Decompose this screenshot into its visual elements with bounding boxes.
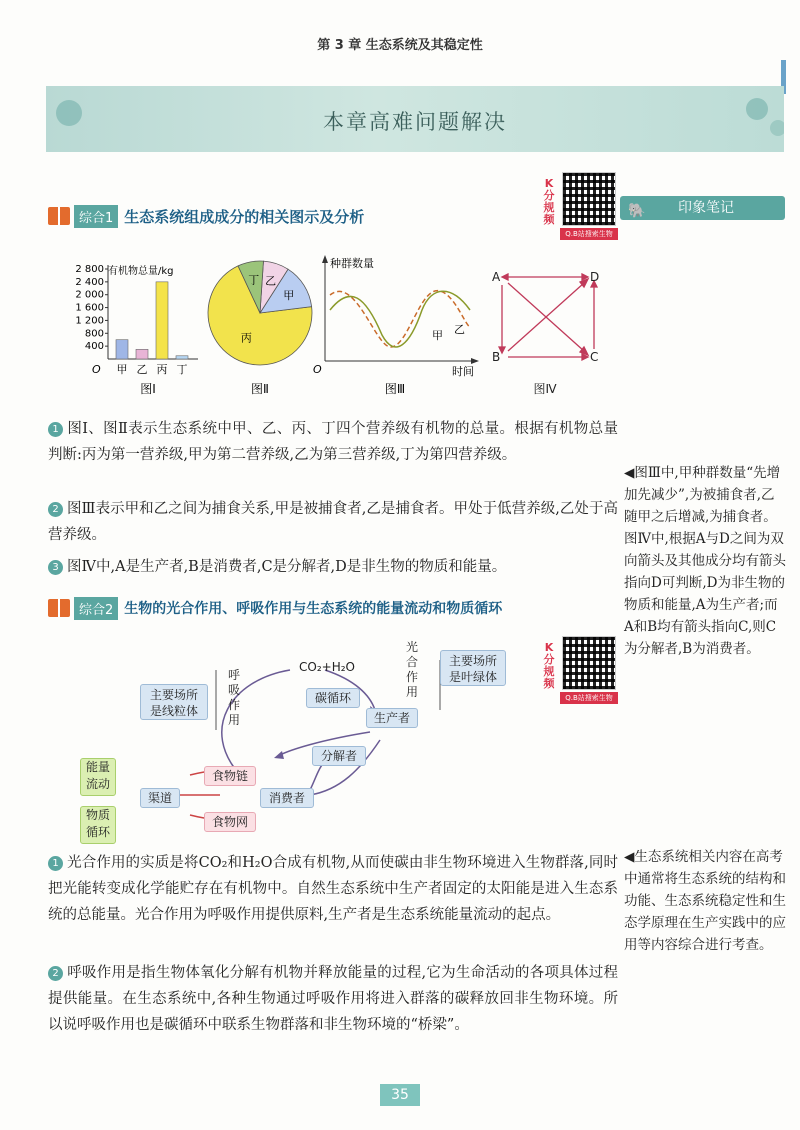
channel-box: 渠道 (140, 788, 180, 808)
co2-h2o-label: CO₂+H₂O (299, 660, 355, 674)
figure-4-diagram (499, 274, 597, 360)
fig3-label-jia: 甲 (432, 329, 443, 342)
fig1-ytick: 1 200 (75, 315, 104, 327)
figure-2-pie-chart (208, 261, 312, 396)
fig2-label: 丙 (240, 331, 252, 345)
note-tag-label: 印象笔记 (678, 200, 734, 216)
fig1-bar-2 (156, 282, 168, 359)
number-badge: 3 (48, 560, 63, 575)
fig1-bar-1 (136, 349, 148, 359)
consumer-box: 消费者 (260, 788, 314, 808)
arrow-consumer-decomposer (310, 765, 322, 790)
respiration-label: 呼 吸 作 用 (227, 668, 240, 727)
chloroplast-box: 主要场所 是叶绿体 (440, 650, 506, 686)
side-note-2: ◀生态系统相关内容在高考中通常将生态系统的结构和功能、生态系统稳定性和生态学原理在生产实践中的应用等内容综合进行考查。 (624, 849, 786, 953)
section-1-header (48, 204, 364, 228)
qr-code-icon (562, 172, 616, 226)
number-badge: 1 (48, 422, 63, 437)
figures-row (60, 255, 620, 400)
figure-3-line-chart (313, 255, 479, 396)
fig3-xlabel: 时间 (452, 365, 474, 378)
section-2-para-1 (48, 850, 618, 928)
section-2-tag: 综合2 (74, 597, 118, 620)
page-number: 35 (380, 1084, 420, 1106)
section-2-header (48, 596, 502, 620)
fig1-origin: O (92, 363, 101, 376)
book-icon (48, 207, 70, 225)
chapter-banner (46, 86, 784, 152)
number-badge: 1 (48, 856, 63, 871)
fig4-node-a: A (492, 270, 501, 284)
qr-caption: Q.B站搜索生物 (560, 228, 618, 240)
food-web-box: 食物网 (204, 812, 256, 832)
fig2-label: 乙 (265, 274, 277, 288)
fig1-ytick: 400 (84, 341, 104, 353)
note-tag (620, 196, 785, 220)
section-1-para-3 (48, 554, 618, 580)
section-1-para-2 (48, 496, 618, 548)
fig1-ytick: 1 600 (75, 302, 104, 314)
carbon-cycle-box: 碳循环 (306, 688, 360, 708)
qr-code-icon (562, 636, 616, 690)
para-text: 光合作用的实质是将CO₂和H₂O合成有机物,从而使碳由非生物环境进入生物群落,同时把光能转变成化学能贮存在有机物中。自然生态系统中生产者固定的太阳能是进入生态系统的总能量。光合作用为呼吸作用提供原料,生产者是生态系统能量流动的起点。 (48, 855, 618, 923)
producer-box: 生产者 (366, 708, 418, 728)
matter-cycle-box: 物质 循环 (80, 806, 116, 844)
book-icon (48, 599, 70, 617)
energy-flow-box: 能量 流动 (80, 758, 116, 796)
number-badge: 2 (48, 966, 63, 981)
fig4-title: 图Ⅳ (533, 382, 557, 396)
video-label: K 分 规 频 (543, 641, 555, 690)
qr-video-2[interactable] (538, 636, 618, 706)
side-note-1: ◀图Ⅲ中,甲种群数量“先增加先减少”,为被捕食者,乙随甲之后增减,为捕食者。图Ⅳ中,根据A与D之间为双向箭头及其他成分均有箭头指向D可判断,D为非生物的物质和能量,A为生产者;而A和B均有箭头指向C,则C为分解者,B为消费者。 (624, 465, 786, 657)
para-text: 图Ⅲ表示甲和乙之间为捕食关系,甲是被捕食者,乙是捕食者。甲处于低营养级,乙处于高营养级。 (48, 501, 618, 543)
fig2-title: 图Ⅱ (251, 382, 269, 396)
chapter-header: 第 3 章 生态系统及其稳定性 (317, 38, 483, 53)
fig1-xlabel: 乙 (136, 363, 148, 376)
section-2-title: 生物的光合作用、呼吸作用与生态系统的能量流动和物质循环 (124, 601, 503, 617)
fig1-xlabel: 甲 (116, 363, 128, 376)
fig4-node-c: C (590, 350, 599, 364)
para-text: 图Ⅰ、图Ⅱ表示生态系统中甲、乙、丙、丁四个营养级有机物的总量。根据有机物总量判断:丙为第一营养级,甲为第二营养级,乙为第三营养级,丁为第四营养级。 (48, 421, 618, 463)
fig3-title: 图Ⅲ (384, 382, 406, 396)
section-2-para-2 (48, 960, 618, 1038)
section-1-para-1 (48, 416, 618, 468)
fig3-series-jia (330, 291, 470, 347)
figure-1-bar-chart (75, 264, 198, 396)
fig1-bar-3 (176, 356, 188, 359)
fig4-node-d: D (590, 270, 600, 284)
fig1-xlabel: 丙 (156, 363, 168, 376)
fig1-xlabel: 丁 (176, 363, 188, 376)
section-1-tag: 综合1 (74, 205, 118, 228)
photosynthesis-label: 光 合 作 用 (405, 640, 418, 699)
banner-title: 本章高难问题解决 (323, 110, 507, 134)
fig2-label: 丁 (248, 273, 260, 287)
fig1-ytick: 800 (84, 328, 104, 340)
fig1-ytick: 2 400 (75, 276, 104, 288)
fig4-node-b: B (492, 350, 501, 364)
video-label: K 分 规 频 (543, 177, 555, 226)
food-chain-box: 食物链 (204, 766, 256, 786)
fig3-series-yi (330, 291, 470, 347)
fig1-bar-0 (116, 340, 128, 359)
decomposer-box: 分解者 (312, 746, 366, 766)
fig2-label: 甲 (283, 288, 295, 302)
qr-video-1[interactable] (538, 172, 618, 242)
qr-caption: Q.B站搜索生物 (560, 692, 618, 704)
fig1-ytick: 2 800 (75, 264, 104, 275)
fig1-title: 图Ⅰ (140, 382, 156, 396)
para-text: 图Ⅳ中,A是生产者,B是消费者,C是分解者,D是非生物的物质和能量。 (67, 559, 507, 575)
fig1-ytick: 2 000 (75, 289, 104, 301)
para-text: 呼吸作用是指生物体氧化分解有机物并释放能量的过程,它为生命活动的各项具体过程提供能量。在生态系统中,各种生物通过呼吸作用将进入群落的碳释放回非生物环境。所以说呼吸作用也是碳循环中联系生物群落和非生物环境的“桥梁”。 (48, 965, 618, 1033)
number-badge: 2 (48, 502, 63, 517)
mitochondria-box: 主要场所 是线粒体 (140, 684, 208, 720)
fig1-ylabel: 有机物总量/kg (108, 266, 174, 277)
section-1-title: 生态系统组成成分的相关图示及分析 (124, 207, 365, 226)
elephant-icon: 🐘 (628, 203, 646, 219)
fig3-label-yi: 乙 (454, 323, 465, 336)
fig3-origin: O (313, 363, 322, 376)
fig3-ylabel: 种群数量 (330, 257, 374, 270)
